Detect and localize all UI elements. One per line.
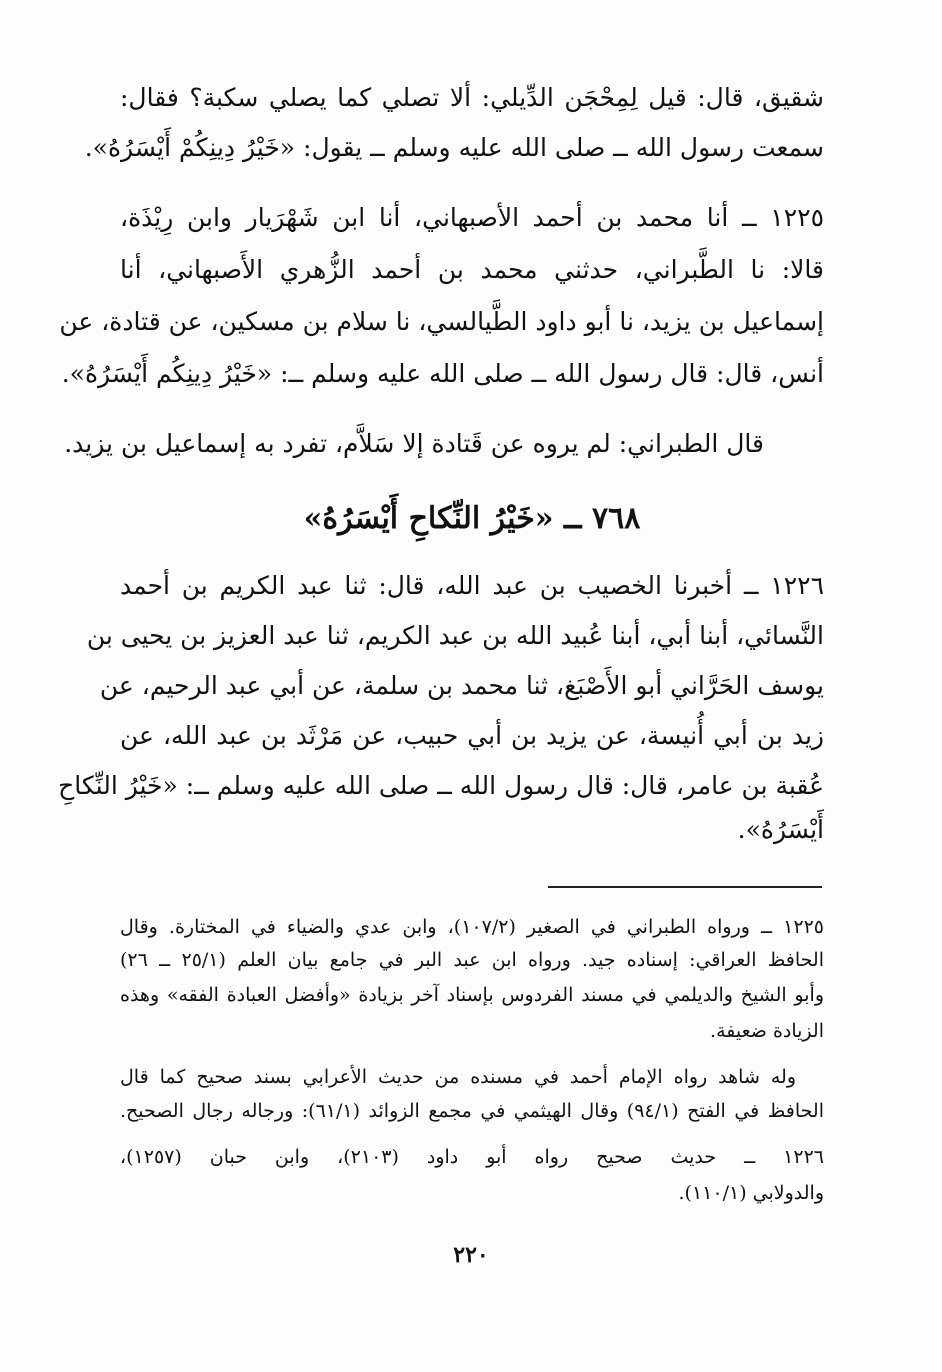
- hadith-1226-line-3: يوسف الحَرَّاني أبو الأَصْبَغ، ثنا محمد بن سلمة، عن أبي عبد الرحيم، عن: [99, 671, 824, 700]
- footnote-witness-line-2: الحافظ في الفتح (٩٤/١) وقال الهيثمي في مجمع الزوائد (٦١/١): ورجاله رجال الصحيح.: [120, 1100, 824, 1122]
- hadith-1226-line-6: أَيْسَرُهُ».: [737, 815, 824, 844]
- footnote-1225-line-3: وأبو الشيخ والديلمي في مسند الفردوس بإسناد آخر بزيادة «وأفضل العبادة الفقه» وهذه: [120, 984, 824, 1006]
- hadith-1226-line-2: النَّسائي، أبنا أبي، أبنا عُبيد الله بن عبد الكريم، ثنا عبد العزيز بن يحيى بن: [86, 621, 824, 650]
- footnote-witness-line-1: وله شاهد رواه الإمام أحمد في مسنده من حديث الأعرابي بسند صحيح كما قال: [120, 1066, 796, 1088]
- hadith-1225-line-2: قالا: نا الطَّبراني، حدثني محمد بن أحمد الزُّهري الأَصبهاني، أنا: [120, 255, 824, 284]
- hadith-1225-line-4: أنس، قال: قال رسول الله ــ صلى الله عليه وسلم ــ: «خَيْرُ دِينِكُم أَيْسَرُهُ».: [61, 359, 824, 388]
- footnote-1226-line-1: ١٢٢٦ ــ حديث صحيح رواه أبو داود (٢١٠٣)، وابن حبان (١٢٥٧)،: [120, 1146, 824, 1168]
- hadith-1226-line-5: عُقبة بن عامر، قال: قال رسول الله ــ صلى الله عليه وسلم ــ: «خَيْرُ النِّكاحِ: [58, 771, 824, 800]
- tabarani-comment: قال الطبراني: لم يروه عن قَتادة إلا سَلاَّم، تفرد به إسماعيل بن يزيد.: [64, 429, 764, 458]
- hadith-1226-line-4: زيد بن أبي أُنيسة، عن يزيد بن أبي حبيب، عن مَرْثَد بن عبد الله، عن: [120, 721, 824, 750]
- hadith-1226-line-1: ١٢٢٦ ــ أخبرنا الخصيب بن عبد الله، قال: ثنا عبد الكريم بن أحمد: [120, 571, 824, 600]
- footnote-1225-line-1: ١٢٢٥ ــ ورواه الطبراني في الصغير (١٠٧/٢)، وابن عدي والضياء في المختارة. وقال: [120, 916, 824, 938]
- footnote-1225-line-2: الحافظ العراقي: إسناده جيد. ورواه ابن عبد البر في جامع بيان العلم (٢٥/١ ــ ٢٦): [120, 949, 824, 971]
- text-line-1: شقيق، قال: قيل لِمِحْجَن الدِّيلي: ألا تصلي كما يصلي سكبة؟ فقال:: [120, 83, 824, 112]
- footnote-1226-line-2: والدولابي (١١٠/١).: [678, 1182, 824, 1204]
- page-number: ٢٢٠: [453, 1242, 489, 1268]
- footnote-1225-line-4: الزيادة ضعيفة.: [710, 1020, 824, 1042]
- text-line-2: سمعت رسول الله ــ صلى الله عليه وسلم ــ يقول: «خَيْرُ دِينِكُمْ أَيْسَرُهُ».: [84, 133, 824, 162]
- hadith-1225-line-3: إسماعيل بن يزيد، نا أبو داود الطَّيالسي، نا سلام بن مسكين، عن قتادة، عن: [59, 307, 824, 336]
- footnote-separator: [548, 886, 822, 888]
- chapter-heading-768: ٧٦٨ ــ «خَيْرُ النِّكاحِ أَيْسَرُهُ»: [303, 501, 641, 536]
- hadith-1225-line-1: ١٢٢٥ ــ أنا محمد بن أحمد الأصبهاني، أنا ابن شَهْرَيار وابن رِيْذَة،: [120, 203, 824, 232]
